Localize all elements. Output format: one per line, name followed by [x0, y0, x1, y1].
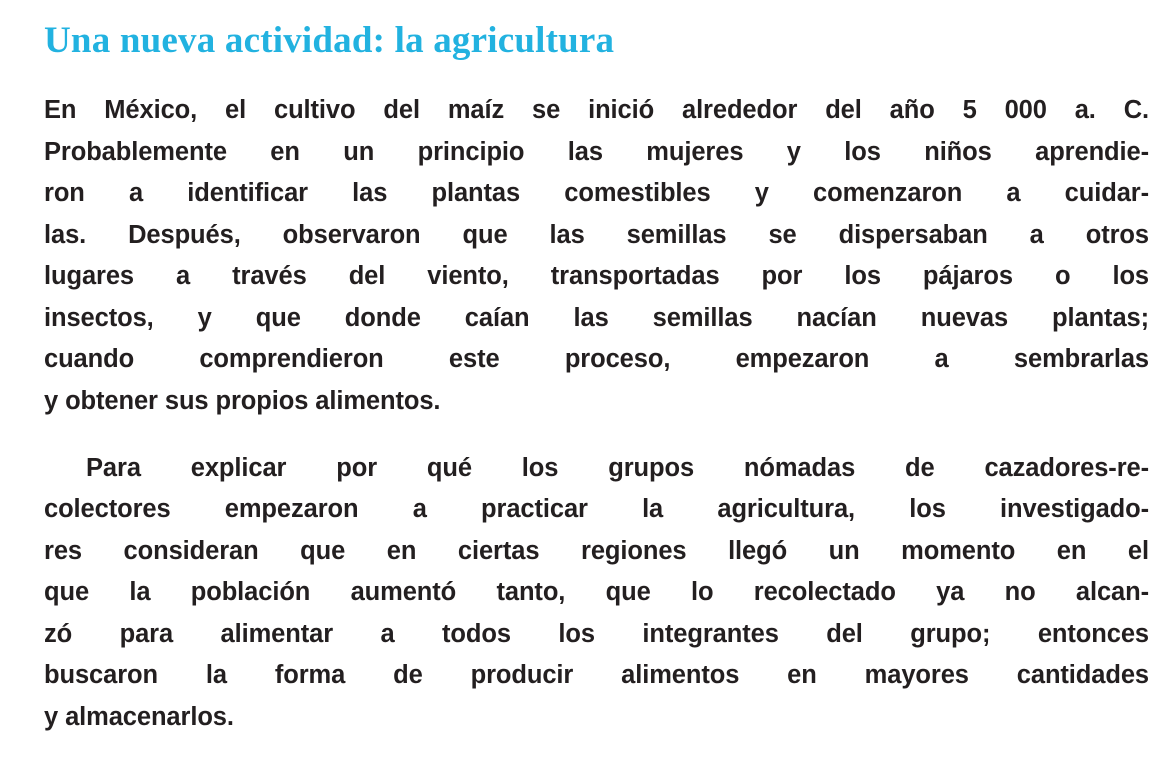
text-line: En México, el cultivo del maíz se inició alrededor del año 5 000 a. C.	[44, 96, 1149, 124]
text-line: lugares a través del viento, transportadas por los pájaros o los	[44, 262, 1149, 290]
paragraph-1	[44, 90, 1149, 422]
paragraph-2	[44, 448, 1149, 739]
text-line: Para explicar por qué los grupos nómadas de cazadores-re-	[86, 453, 1149, 482]
document-body	[44, 90, 1149, 738]
text-line: insectos, y que donde caían las semillas nacían nuevas plantas;	[44, 303, 1149, 332]
text-line: buscaron la forma de producir alimentos en mayores cantidades	[44, 661, 1149, 689]
text-line: las. Después, observaron que las semillas se dispersaban a otros	[44, 220, 1149, 249]
text-line: y almacenarlos.	[44, 702, 234, 731]
text-line: cuando comprendieron este proceso, empezaron a sembrarlas	[44, 345, 1149, 373]
text-line: res consideran que en ciertas regiones llegó un momento en el	[44, 536, 1149, 565]
text-line: colectores empezaron a practicar la agricultura, los investigado-	[44, 495, 1149, 523]
text-line: y obtener sus propios alimentos.	[44, 386, 441, 415]
text-line: Probablemente en un principio las mujeres y los niños aprendie-	[44, 137, 1149, 166]
page-title: Una nueva actividad: la agricultura	[44, 20, 615, 61]
text-line: zó para alimentar a todos los integrantes del grupo; entonces	[44, 619, 1149, 648]
text-line: que la población aumentó tanto, que lo recolectado ya no alcan-	[44, 578, 1149, 606]
text-line: ron a identificar las plantas comestibles y comenzaron a cuidar-	[44, 179, 1149, 207]
